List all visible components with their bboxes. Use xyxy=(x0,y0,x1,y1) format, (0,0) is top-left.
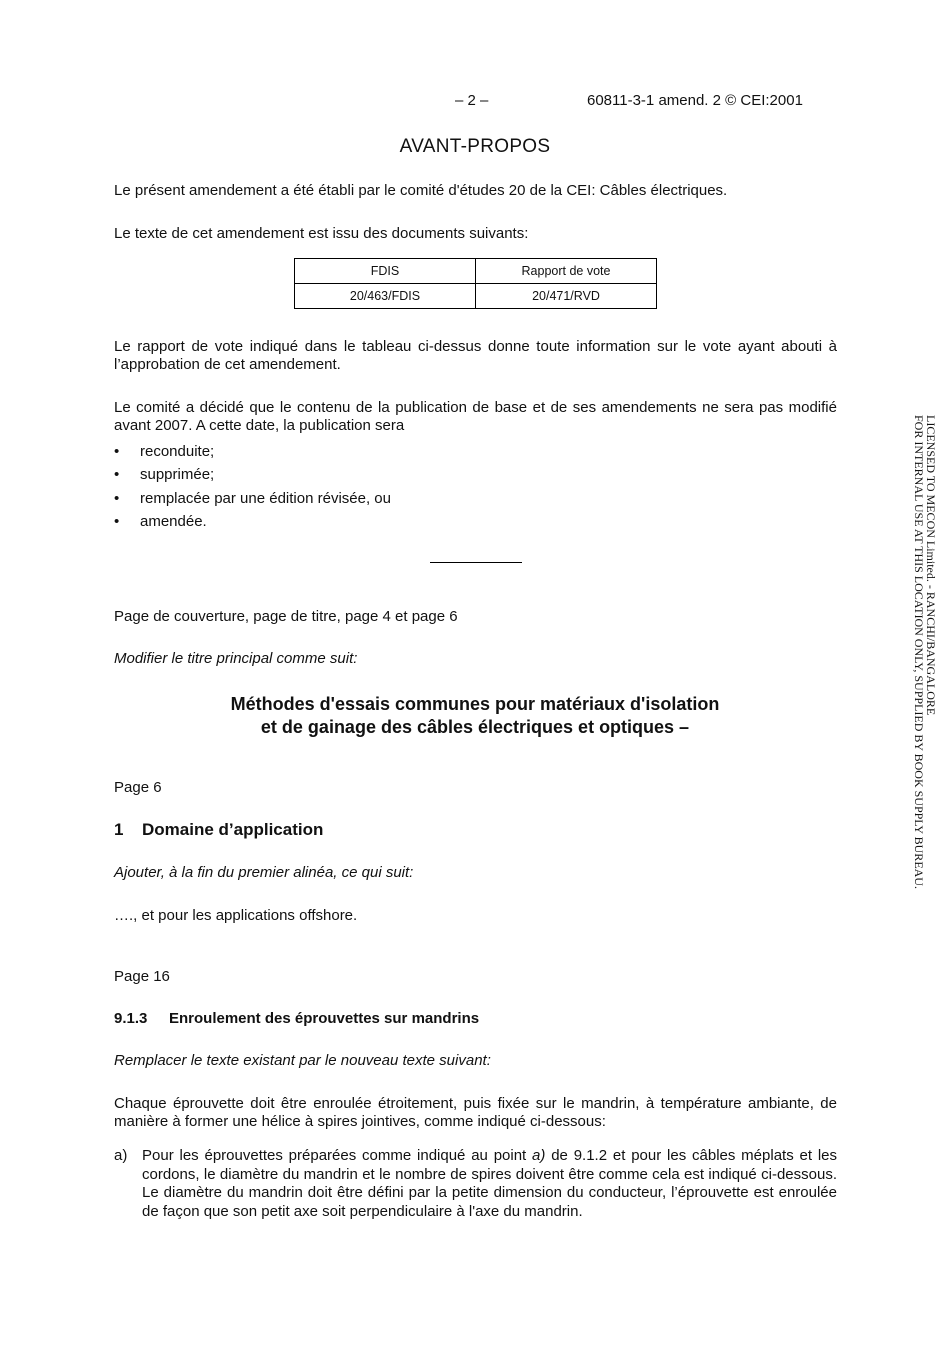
section-number: 1 xyxy=(114,820,124,839)
bullet-icon: • xyxy=(114,466,120,484)
section-heading-913 xyxy=(114,1010,479,1027)
specimen-paragraph: Chaque éprouvette doit être enroulée étroitement, puis fixée sur le mandrin, à température ambiante, de manière à former une hélice à spires jointives, comme indiqué ci-dessous: xyxy=(114,1095,837,1130)
vote-note-paragraph: Le rapport de vote indiqué dans le tableau ci-dessus donne toute information sur le vote ayant abouti à l’approbation de cet amendement. xyxy=(114,338,837,373)
table-row xyxy=(295,284,657,309)
main-title-line: et de gainage des câbles électriques et optiques – xyxy=(260,717,690,737)
offshore-text: …., et pour les applications offshore. xyxy=(114,907,358,924)
table-header-cell: Rapport de vote xyxy=(476,259,657,284)
cover-pages-reference: Page de couverture, page de titre, page 4 et page 6 xyxy=(114,608,458,625)
vote-table xyxy=(294,258,657,309)
list-item-a xyxy=(114,1147,837,1221)
modify-title-instruction: Modifier le titre principal comme suit: xyxy=(114,650,358,667)
table-cell: 20/471/RVD xyxy=(476,284,657,309)
table-cell: 20/463/FDIS xyxy=(295,284,476,309)
documents-paragraph: Le texte de cet amendement est issu des documents suivants: xyxy=(114,225,529,242)
section-title: Domaine d’application xyxy=(142,820,324,839)
main-title-line: Méthodes d'essais communes pour matériaux d'isolation xyxy=(230,694,720,714)
document-reference: 60811-3-1 amend. 2 © CEI:2001 xyxy=(587,92,803,109)
bullet-icon: • xyxy=(114,512,120,530)
list-item: • remplacée par une édition révisée, ou xyxy=(114,489,391,507)
table-header-row xyxy=(295,259,657,284)
add-instruction: Ajouter, à la fin du premier alinéa, ce qui suit: xyxy=(114,864,414,881)
list-item: • reconduite; xyxy=(114,443,215,460)
license-line: LICENSED TO MECON Limited. - RANCHI/BANGALORE xyxy=(924,415,938,716)
bullet-icon: • xyxy=(114,443,120,460)
replace-instruction: Remplacer le texte existant par le nouveau texte suivant: xyxy=(114,1052,491,1069)
section-number: 9.1.3 xyxy=(114,1010,148,1027)
page-title: AVANT-PROPOS xyxy=(399,136,551,157)
page-reference: Page 6 xyxy=(114,779,162,796)
page-number: – 2 – xyxy=(455,92,489,109)
committee-paragraph: Le comité a décidé que le contenu de la publication de base et de ses amendements ne sera pas modifié avant 2007. A cette date, la publication sera xyxy=(114,399,837,434)
item-label: a) xyxy=(114,1147,128,1164)
intro-paragraph: Le présent amendement a été établi par le comité d'études 20 de la CEI: Câbles électriques. xyxy=(114,182,728,199)
list-item: • supprimée; xyxy=(114,466,215,484)
list-item: • amendée. xyxy=(114,512,207,530)
bullet-list xyxy=(114,443,391,536)
license-line: FOR INTERNAL USE AT THIS LOCATION ONLY, SUPPLIED BY BOOK SUPPLY BUREAU. xyxy=(912,415,927,889)
item-body: Pour les éprouvettes préparées comme indiqué au point a) de 9.1.2 et pour les câbles méplats et les cordons, le diamètre du mandrin et le nombre de spires doivent être comme cela est indiqué ci-dessous. Le diamètre du mandrin doit être défini par la petite dimension du conducteur, l’éprouvette est enroulée de façon que son petit axe soit perpendiculaire à l'axe du mandrin. xyxy=(142,1147,838,1220)
section-title: Enroulement des éprouvettes sur mandrins xyxy=(169,1010,480,1027)
page-reference: Page 16 xyxy=(114,968,170,985)
section-heading-1 xyxy=(114,820,323,840)
license-watermark xyxy=(914,415,939,935)
bullet-icon: • xyxy=(114,489,120,507)
divider xyxy=(430,562,522,563)
main-title xyxy=(0,693,950,739)
table-header-cell: FDIS xyxy=(295,259,476,284)
